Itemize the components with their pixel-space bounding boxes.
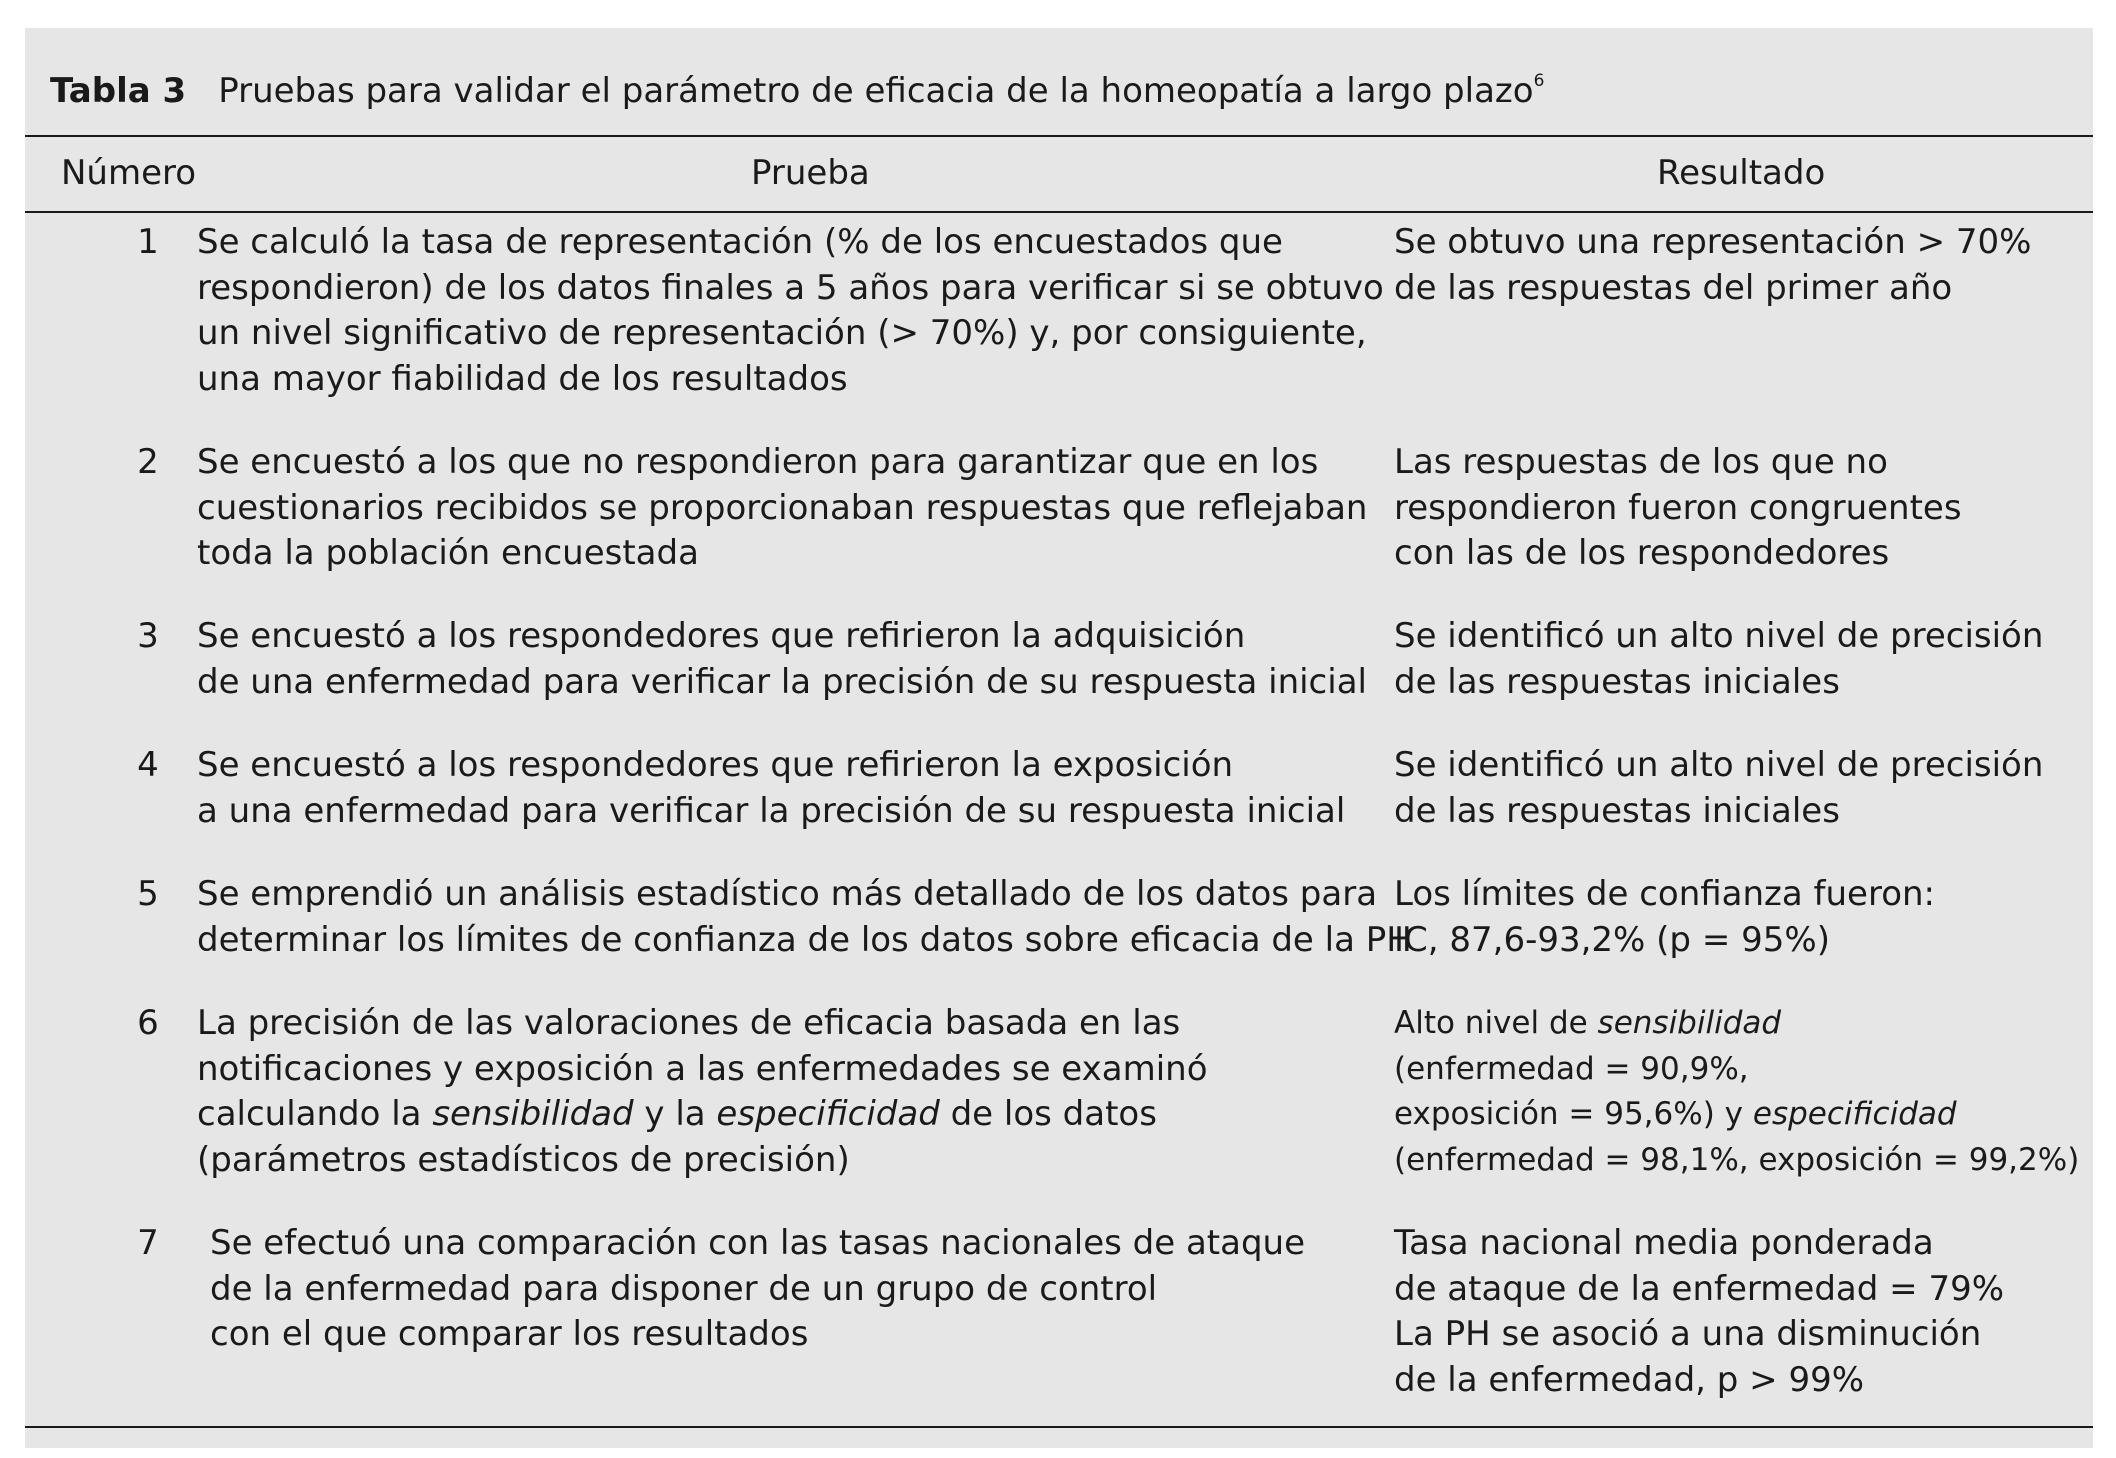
test-line: (parámetros estadísticos de precisión) (197, 1139, 850, 1180)
result-line: de ataque de la enfermedad = 79% (1394, 1268, 2005, 1309)
row-number: 6 (137, 1003, 159, 1043)
test-line: notificaciones y exposición a las enfermedades se examinó (197, 1048, 1208, 1089)
result-description (1394, 1001, 2079, 1183)
row-number: 4 (137, 745, 159, 785)
row-number: 2 (137, 442, 159, 482)
test-line: de la enfermedad para disponer de un grupo de control (210, 1268, 1158, 1309)
table-title: Pruebas para validar el parámetro de eficacia de la homeopatía a largo plazo (218, 71, 1534, 111)
result-line: de las respuestas del primer año (1394, 267, 1953, 308)
footnote-ref: 6 (1533, 71, 1545, 91)
result-description (1394, 220, 2031, 311)
text-run: calculando la (197, 1094, 433, 1134)
result-line: (enfermedad = 98,1%, exposición = 99,2%) (1394, 1141, 2080, 1178)
table-caption (50, 28, 1544, 135)
test-line: La precisión de las valoraciones de eficacia basada en las (197, 1003, 1181, 1043)
test-line: toda la población encuestada (197, 533, 699, 573)
test-description (197, 1001, 1208, 1183)
test-line: respondieron) de los datos finales a 5 años para verificar si se obtuvo (197, 267, 1384, 308)
test-line: cuestionarios recibidos se proporcionaban respuestas que reflejaban (197, 487, 1368, 528)
row-number: 1 (137, 222, 159, 262)
test-line: una mayor fiabilidad de los resultados (197, 358, 848, 399)
result-line: de las respuestas iniciales (1394, 790, 1840, 831)
result-line: Se obtuvo una representación > 70% (1394, 222, 2032, 262)
test-line: Se encuestó a los respondedores que refirieron la exposición (197, 745, 1234, 785)
text-run: Alto nivel de (1394, 1005, 1598, 1041)
test-description (197, 440, 1367, 577)
test-line: un nivel significativo de representación (> 70%) y, por consiguiente, (197, 313, 1367, 353)
test-line: de una enfermedad para verificar la precisión de su respuesta inicial (197, 661, 1367, 702)
result-line (1394, 1092, 2079, 1138)
column-header-number: Número (61, 153, 197, 193)
test-line: Se calculó la tasa de representación (% de los encuestados que (197, 222, 1283, 262)
italic-term: sensibilidad (1597, 1005, 1782, 1041)
result-line: Se identificó un alto nivel de precisión (1394, 616, 2044, 656)
test-line: Se encuestó a los respondedores que refirieron la adquisición (197, 616, 1246, 656)
test-description (210, 1221, 1305, 1358)
result-line: (enfermedad = 90,9%, (1394, 1050, 1749, 1087)
test-description (197, 743, 1345, 834)
result-line (1394, 1001, 2079, 1047)
italic-term: sensibilidad (432, 1094, 634, 1134)
column-header-test: Prueba (751, 153, 870, 193)
column-header-result: Resultado (1657, 153, 1826, 193)
result-line: La PH se asoció a una disminución (1394, 1314, 1982, 1354)
test-line: con el que comparar los resultados (210, 1314, 809, 1354)
result-line: Las respuestas de los que no (1394, 442, 1888, 482)
result-description (1394, 614, 2043, 705)
result-line: Los límites de confianza fueron: (1394, 874, 1936, 914)
test-line: determinar los límites de confianza de los datos sobre eficacia de la PH (197, 919, 1412, 960)
table-bottom-rule (25, 1426, 2093, 1428)
result-description (1394, 440, 1962, 577)
result-line: de las respuestas iniciales (1394, 661, 1840, 702)
result-line: con las de los respondedores (1394, 533, 1890, 573)
test-line (197, 1092, 1208, 1138)
result-line: IC, 87,6-93,2% (p = 95%) (1394, 919, 1830, 960)
test-line: Se encuestó a los que no respondieron para garantizar que en los (197, 442, 1319, 482)
row-number: 7 (137, 1223, 159, 1263)
table-label: Tabla 3 (50, 71, 187, 111)
test-description (197, 614, 1367, 705)
result-line: respondieron fueron congruentes (1394, 487, 1962, 528)
test-description (197, 220, 1384, 402)
italic-term: especificidad (716, 1094, 940, 1134)
header-bottom-rule (25, 211, 2093, 213)
test-line: Se emprendió un análisis estadístico más detallado de los datos para (197, 874, 1378, 914)
test-line: a una enfermedad para verificar la precisión de su respuesta inicial (197, 790, 1346, 831)
row-number: 3 (137, 616, 159, 656)
result-line: Se identificó un alto nivel de precisión (1394, 745, 2044, 785)
row-number: 5 (137, 874, 159, 914)
text-run: de los datos (939, 1094, 1157, 1134)
result-line: Tasa nacional media ponderada (1394, 1223, 1934, 1263)
result-description (1394, 1221, 2004, 1403)
test-line: Se efectuó una comparación con las tasas nacionales de ataque (210, 1223, 1306, 1263)
text-run: y la (633, 1094, 717, 1134)
italic-term: especificidad (1752, 1096, 1957, 1132)
result-line: de la enfermedad, p > 99% (1394, 1359, 1865, 1400)
result-description (1394, 872, 1935, 963)
test-description (197, 872, 1412, 963)
text-run: exposición = 95,6%) y (1394, 1096, 1753, 1132)
table-panel (25, 28, 2093, 1448)
result-description (1394, 743, 2043, 834)
